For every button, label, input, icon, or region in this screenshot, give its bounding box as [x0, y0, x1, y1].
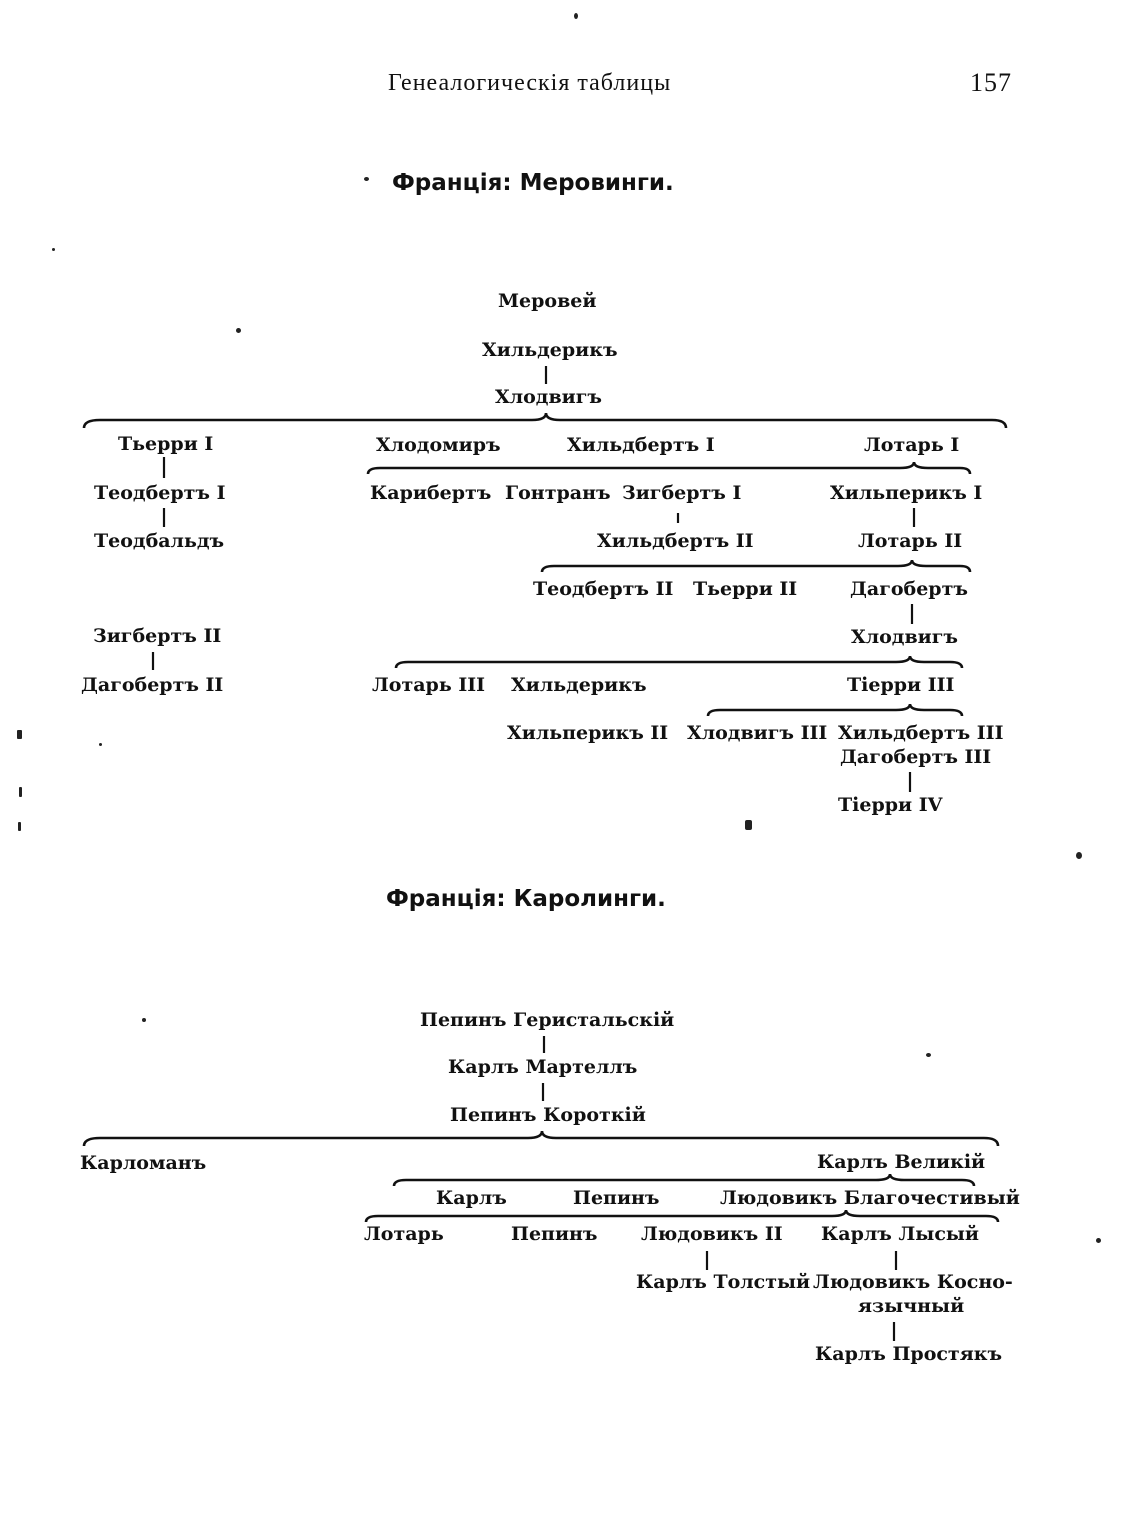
person-charles-simple: Карлъ Простякъ: [815, 1343, 1003, 1365]
person-charles-bald: Карлъ Лысый: [821, 1223, 980, 1245]
person-childebert-i: Хильдбертъ I: [567, 434, 715, 456]
person-sigebert-i: Зигбертъ I: [622, 482, 742, 504]
person-theuderic-iv: Тіерри IV: [838, 794, 943, 816]
person-louis-stammerer-cont: язычный: [858, 1295, 965, 1317]
person-clovis-iii: Хлодвигъ III: [687, 722, 828, 744]
person-theuderic-iii: Тіерри III: [847, 674, 955, 696]
page-number: 157: [970, 68, 1012, 97]
brace-chlothar-ii: [542, 560, 970, 572]
brace-chlothar-sons: [368, 462, 970, 474]
person-childebert-iii: Хильдбертъ III: [838, 722, 1004, 744]
person-louis-pious: Людовикъ Благочестивый: [720, 1187, 1020, 1209]
print-speck: [1076, 852, 1082, 859]
margin-mark: [19, 787, 22, 797]
print-speck: [1096, 1238, 1101, 1243]
person-clovis-i: Хлодвигъ: [495, 386, 602, 408]
brace-clovis-sons: [84, 413, 1006, 428]
person-pippin-italy: Пепинъ: [573, 1187, 660, 1209]
person-theudebert-i: Теодбертъ I: [94, 482, 226, 504]
person-charles-fat: Карлъ Толстый: [636, 1271, 811, 1293]
person-chilperic-i: Хильперикъ I: [830, 482, 983, 504]
person-charles-young: Карлъ: [436, 1187, 507, 1209]
person-louis-stammerer: Людовикъ Косно-: [813, 1271, 1013, 1293]
brace-louis-sons: [366, 1210, 998, 1222]
brace-pippin-sons: [84, 1131, 998, 1146]
person-chlothar-i: Лотарь I: [864, 434, 960, 456]
margin-mark: [17, 730, 22, 739]
running-head: Генеалогическія таблицы: [388, 70, 672, 96]
person-childeric-ii: Хильдерикъ: [511, 674, 647, 696]
section-title-merovingians: Франція: Меровинги.: [392, 170, 674, 196]
person-childebert-ii: Хильдбертъ II: [597, 530, 754, 552]
person-lothair: Лотарь: [364, 1223, 444, 1245]
brace-charlemagne-sons: [394, 1174, 974, 1186]
person-merovei: Меровей: [498, 290, 597, 312]
print-speck: [926, 1053, 931, 1057]
person-guntram: Гонтранъ: [505, 482, 611, 504]
person-dagobert-ii: Дагобертъ II: [81, 674, 224, 696]
person-louis-ii: Людовикъ II: [641, 1223, 783, 1245]
person-clovis-ii: Хлодвигъ: [851, 626, 958, 648]
print-speck: [574, 13, 578, 19]
person-charles-martel: Карлъ Мартеллъ: [448, 1056, 638, 1078]
person-theuderic-i: Тьерри I: [118, 433, 214, 455]
person-dagobert-i: Дагобертъ: [850, 578, 968, 600]
person-charibert: Карибертъ: [370, 482, 492, 504]
person-chlothar-ii: Лотарь II: [858, 530, 963, 552]
person-pippin-short: Пепинъ Короткій: [450, 1104, 646, 1126]
person-theuderic-ii: Тьерри II: [693, 578, 798, 600]
section-title-carolingians: Франція: Каролинги.: [386, 886, 666, 912]
person-childeric-i: Хильдерикъ: [482, 339, 618, 361]
person-chlothar-iii: Лотарь III: [372, 674, 486, 696]
person-charlemagne: Карлъ Великій: [817, 1151, 986, 1173]
print-speck: [142, 1018, 146, 1022]
brace-clovis-ii: [396, 656, 962, 668]
print-speck: [236, 328, 241, 333]
person-pippin-herstal: Пепинъ Геристальскій: [420, 1009, 675, 1031]
person-chlodomer: Хлодомиръ: [376, 434, 501, 456]
print-speck: [52, 248, 55, 251]
person-chilperic-ii: Хильперикъ II: [507, 722, 669, 744]
person-theudebert-ii: Теодбертъ II: [533, 578, 674, 600]
brace-theuderic-iii: [708, 704, 962, 716]
print-speck: [364, 177, 369, 181]
person-pippin-aquitaine: Пепинъ: [511, 1223, 598, 1245]
margin-mark: [18, 822, 21, 831]
person-carloman: Карломанъ: [80, 1152, 207, 1174]
person-dagobert-iii: Дагобертъ III: [840, 746, 992, 768]
person-sigebert-ii: Зигбертъ II: [93, 625, 222, 647]
print-speck: [99, 743, 102, 746]
print-speck: [745, 820, 752, 830]
person-theudebald: Теодбальдъ: [94, 530, 225, 552]
